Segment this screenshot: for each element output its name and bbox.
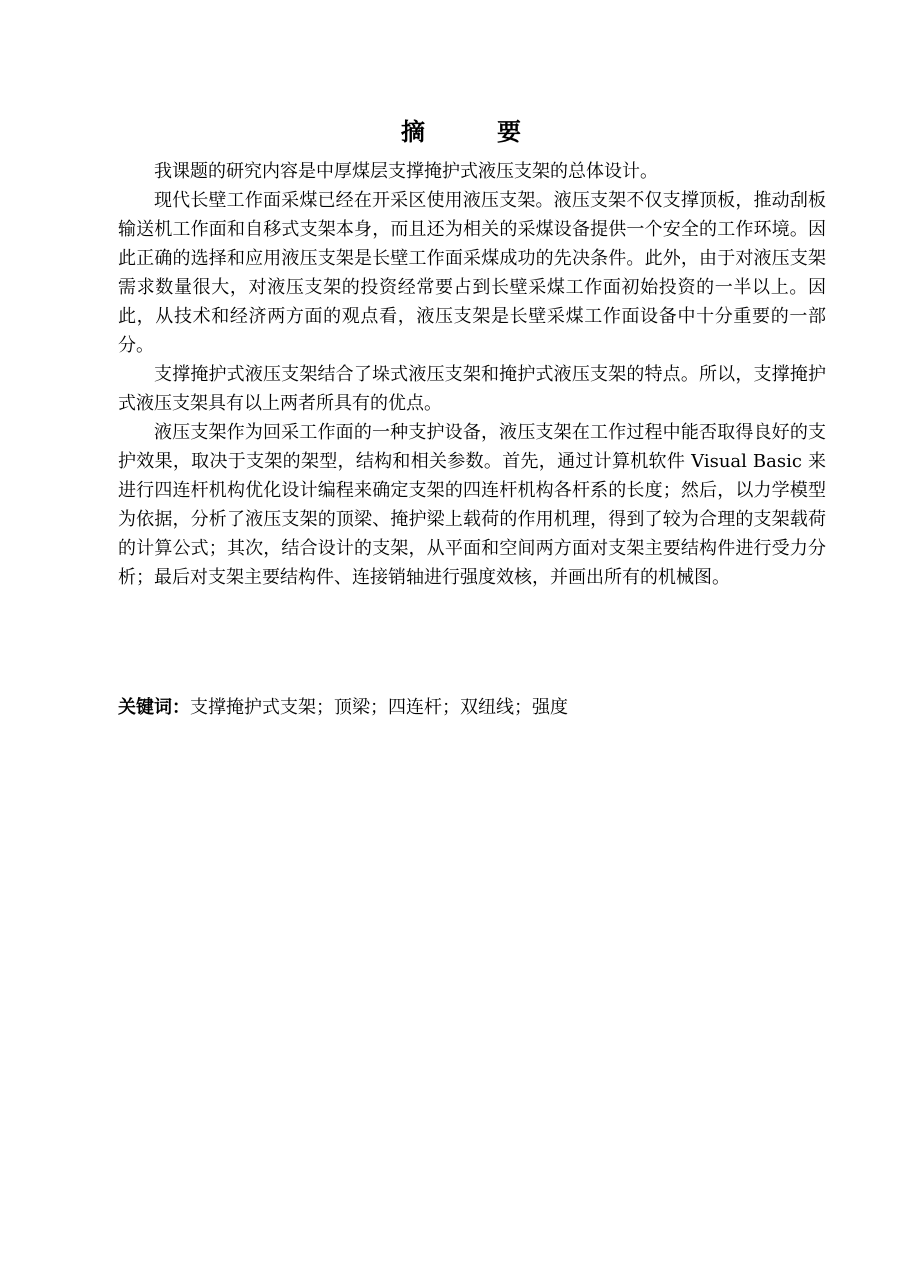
abstract-body bbox=[118, 157, 826, 592]
paragraph-3: 支撑掩护式液压支架结合了垛式液压支架和掩护式液压支架的特点。所以，支撑掩护式液压支架具有以上两者所具有的优点。 bbox=[118, 364, 826, 414]
keywords-label: 关键词： bbox=[118, 697, 190, 718]
paragraph-4: 液压支架作为回采工作面的一种支护设备，液压支架在工作过程中能否取得良好的支护效果，取决于支架的架型，结构和相关参数。首先，通过计算机软件 Visual Basic 来进行四连杆机构优化设计编程来确定支架的四连杆机构各杆系的长度；然后，以力学模型为依据，分析了液压支架的顶梁、掩护梁上载荷的作用机理，得到了较为合理的支架载荷的计算公式；其次，结合设计的支架，从平面和空间两方面对支架主要结构件进行受力分析；最后对支架主要结构件、连接销轴进行强度效核，并画出所有的机械图。 bbox=[118, 422, 826, 588]
keywords-text: 支撑掩护式支架；顶梁；四连杆；双纽线；强度 bbox=[190, 697, 568, 718]
paragraph-1: 我课题的研究内容是中厚煤层支撑掩护式液压支架的总体设计。 bbox=[154, 161, 658, 182]
page-title: 摘 要 bbox=[401, 118, 545, 146]
paragraph-2: 现代长壁工作面采煤已经在开采区使用液压支架。液压支架不仅支撑顶板，推动刮板输送机工作面和自移式支架本身，而且还为相关的采煤设备提供一个安全的工作环境。因此正确的选择和应用液压支架是长壁工作面采煤成功的先决条件。此外，由于对液压支架需求数量很大，对液压支架的投资经常要占到长壁采煤工作面初始投资的一半以上。因此，从技术和经济两方面的观点看，液压支架是长壁采煤工作面设备中十分重要的一部分。 bbox=[118, 190, 826, 356]
keywords-line bbox=[118, 693, 826, 722]
